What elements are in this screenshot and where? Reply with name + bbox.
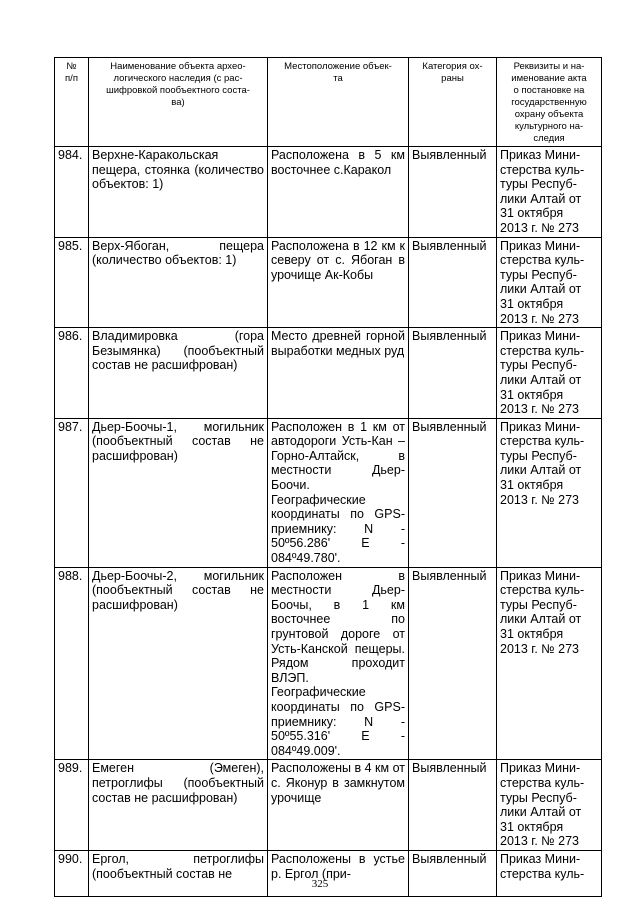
act-line: 31 октября	[500, 387, 564, 402]
act-line: 2013 г. № 273	[500, 402, 579, 417]
header-number	[55, 58, 89, 147]
act-line: 31 октября	[500, 296, 564, 311]
protection-category: Выявленный	[409, 418, 497, 567]
header-line: Категория ох-	[422, 61, 483, 72]
header-line: шифровкой пообъектного соста-	[106, 85, 250, 96]
table-row	[55, 328, 602, 419]
act-line: туры Респуб-	[500, 267, 577, 282]
protection-category: Выявленный	[409, 237, 497, 328]
header-line: культурного на-	[514, 121, 584, 132]
protection-category: Выявленный	[409, 328, 497, 419]
act-line: 31 октября	[500, 627, 564, 641]
row-number: 988.	[55, 567, 89, 760]
header-line: Местоположение объек-	[284, 61, 392, 72]
act-line: Приказ Мини-	[500, 851, 581, 866]
act-line: стерства куль-	[500, 343, 585, 358]
act-line: туры Респуб-	[500, 597, 577, 612]
row-number: 985.	[55, 237, 89, 328]
act-details	[497, 418, 602, 567]
act-line: 2013 г. № 273	[500, 220, 579, 235]
header-line: Реквизиты и на-	[513, 61, 585, 72]
header-line: охрану объекта	[514, 109, 584, 120]
row-number: 984.	[55, 147, 89, 238]
object-name: Дьер-Боочы-2, могильник (пообъектный состав не расшифрован)	[89, 567, 268, 760]
header-line: следия	[533, 133, 565, 144]
act-line: стерства куль-	[500, 162, 585, 177]
header-location	[268, 58, 409, 147]
act-line: стерства куль-	[500, 253, 585, 268]
object-location: Расположен в 1 км от автодороги Усть-Кан – Горно-Алтайск, в местности Дьер-Боочи. Географические координаты по GPS-приемнику: N - 50º56.286' E - 084º49.780'.	[268, 418, 409, 567]
header-line: государственную	[511, 97, 587, 108]
protection-category: Выявленный	[409, 850, 497, 896]
act-details	[497, 147, 602, 238]
object-location: Расположена в 12 км к северу от с. Ябоган в урочище Ак-Кобы	[268, 237, 409, 328]
act-line: лики Алтай от	[500, 612, 582, 627]
act-line: лики Алтай от	[500, 191, 582, 206]
object-name: Владимировка (гора Безымянка) (пообъектный состав не расшифрован)	[89, 328, 268, 419]
header-line: п/п	[65, 73, 78, 84]
object-name: Емеген (Эмеген), петроглифы (пообъектный состав не расшифрован)	[89, 760, 268, 851]
act-line: 2013 г. № 273	[500, 492, 579, 507]
object-name: Верх-Ябоган, пещера (количество объектов: 1)	[89, 237, 268, 328]
header-line: именование акта	[511, 73, 587, 84]
protection-category: Выявленный	[409, 760, 497, 851]
act-line: стерства куль-	[500, 583, 585, 598]
object-location: Место древней горной выработки медных руд	[268, 328, 409, 419]
header-line: логического наследия (с рас-	[113, 73, 243, 84]
act-line: туры Респуб-	[500, 177, 577, 192]
table-row	[55, 567, 602, 760]
act-line: Приказ Мини-	[500, 238, 581, 253]
header-line: раны	[441, 73, 464, 84]
act-details	[497, 237, 602, 328]
act-line: Приказ Мини-	[500, 568, 581, 583]
table-row	[55, 147, 602, 238]
header-category	[409, 58, 497, 147]
header-line: ва)	[171, 97, 185, 108]
act-details	[497, 328, 602, 419]
act-details	[497, 567, 602, 760]
act-line: Приказ Мини-	[500, 148, 581, 162]
act-line: 2013 г. № 273	[500, 834, 579, 849]
act-line: туры Респуб-	[500, 448, 577, 463]
act-details	[497, 760, 602, 851]
act-line: туры Респуб-	[500, 358, 577, 373]
object-location: Расположена в 5 км восточнее с.Каракол	[268, 147, 409, 238]
object-location: Расположены в 4 км от с. Яконур в замкнутом урочище	[268, 760, 409, 851]
protection-category: Выявленный	[409, 147, 497, 238]
row-number: 990.	[55, 850, 89, 896]
object-location: Расположены в устье р. Ергол (при-	[268, 850, 409, 896]
act-line: лики Алтай от	[500, 463, 582, 478]
object-name: Верхне-Каракольская пещера, стоянка (количество объектов: 1)	[89, 147, 268, 238]
act-line: 2013 г. № 273	[500, 311, 579, 326]
table-row	[55, 237, 602, 328]
act-line: стерства куль-	[500, 434, 585, 449]
act-line: туры Респуб-	[500, 790, 577, 805]
act-line: Приказ Мини-	[500, 329, 581, 344]
act-line: лики Алтай от	[500, 372, 582, 387]
row-number: 986.	[55, 328, 89, 419]
header-line: Наименование объекта архео-	[110, 61, 246, 72]
header-line: та	[333, 73, 343, 84]
act-line: стерства куль-	[500, 866, 585, 881]
table-header-row	[55, 58, 602, 147]
act-line: Приказ Мини-	[500, 419, 581, 434]
header-object-name	[89, 58, 268, 147]
act-line: лики Алтай от	[500, 282, 582, 297]
table-row	[55, 760, 602, 851]
table-row	[55, 418, 602, 567]
act-line: стерства куль-	[500, 775, 585, 790]
act-line: 31 октября	[500, 478, 564, 493]
object-name: Дьер-Боочы-1, могильник (пообъектный состав не расшифрован)	[89, 418, 268, 567]
act-line: 2013 г. № 273	[500, 641, 579, 656]
header-line: №	[66, 61, 77, 72]
header-act-details	[497, 58, 602, 147]
act-line: 31 октября	[500, 819, 564, 834]
row-number: 989.	[55, 760, 89, 851]
protection-category: Выявленный	[409, 567, 497, 760]
heritage-register-table	[54, 57, 602, 897]
page-number: 325	[311, 878, 329, 890]
act-line: Приказ Мини-	[500, 761, 581, 776]
row-number: 987.	[55, 418, 89, 567]
act-line: 31 октября	[500, 206, 564, 221]
object-name: Ергол, петроглифы (пообъектный состав не	[89, 850, 268, 896]
object-location: Расположен в местности Дьер-Боочы, в 1 км восточнее по грунтовой дороге от Усть-Канской пещеры. Рядом проходит ВЛЭП. Географические координаты по GPS-приемнику: N - 50º55.316' E - 084º49.009'.	[268, 567, 409, 760]
header-line: о постановке на	[513, 85, 585, 96]
act-line: лики Алтай от	[500, 805, 582, 820]
